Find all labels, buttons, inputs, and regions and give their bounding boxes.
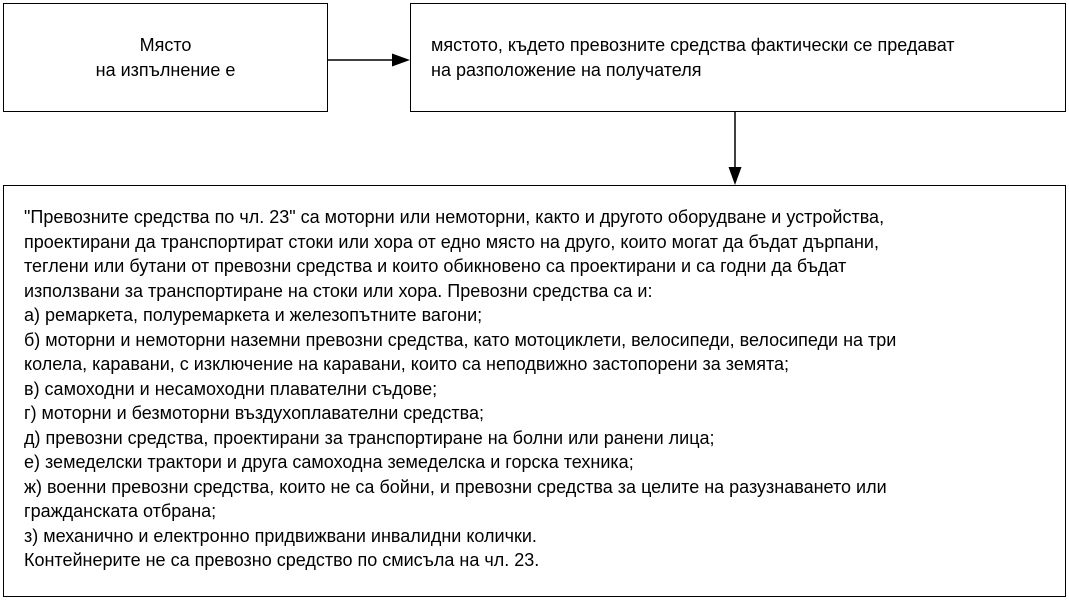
definition-line: е) земеделски трактори и друга самоходна земеделска и горска техника; xyxy=(24,452,634,472)
definition-line: теглени или бутани от превозни средства и които обикновено са проектирани и са годни да бъдат xyxy=(24,256,847,276)
arrow-where-to-definition xyxy=(729,112,742,185)
where-box-line-2: на разположение на получателя xyxy=(431,59,702,80)
where-box-line-1: мястото, където превозните средства фактически се предават xyxy=(431,34,955,55)
definition-line: б) моторни и немоторни наземни превозни средства, като мотоциклети, велосипеди, велосипеди на три xyxy=(24,329,897,350)
place-box-line-1: Място xyxy=(139,34,192,55)
definition-line: з) механично и електронно придвижвани инвалидни колички. xyxy=(24,525,537,546)
handover-location-box xyxy=(410,3,1066,112)
definition-line: г) моторни и безмоторни въздухоплавателни средства; xyxy=(24,403,485,423)
definition-line: проектирани да транспортират стоки или хора от едно място на друго, които могат да бъдат дърпани, xyxy=(24,231,879,252)
definition-line: Контейнерите не са превозно средство по смисъла на чл. 23. xyxy=(24,550,540,570)
definition-line: а) ремаркета, полуремаркета и железопътните вагони; xyxy=(24,305,483,325)
definition-line: гражданската отбрана; xyxy=(24,501,217,521)
definition-line: в) самоходни и несамоходни плавателни съдове; xyxy=(24,378,438,399)
definition-line: колела, каравани, с изключение на каравани, които са неподвижно застопорени за земята; xyxy=(24,354,790,374)
definition-line: д) превозни средства, проектирани за транспортиране на болни или ранени лица; xyxy=(24,427,715,448)
vehicle-definition-box xyxy=(3,185,1066,597)
definition-line: "Превозните средства по чл. 23" са моторни или немоторни, както и другото оборудване и устройства, xyxy=(24,207,885,227)
place-of-performance-box xyxy=(3,3,328,112)
place-box-line-2: на изпълнение е xyxy=(95,59,236,80)
arrow-place-to-where xyxy=(328,54,410,67)
definition-line: ж) военни превозни средства, които не са бойни, и превозни средства за целите на разузнаването или xyxy=(24,476,887,497)
definition-line: използвани за транспортиране на стоки или хора. Превозни средства са и: xyxy=(24,280,653,301)
